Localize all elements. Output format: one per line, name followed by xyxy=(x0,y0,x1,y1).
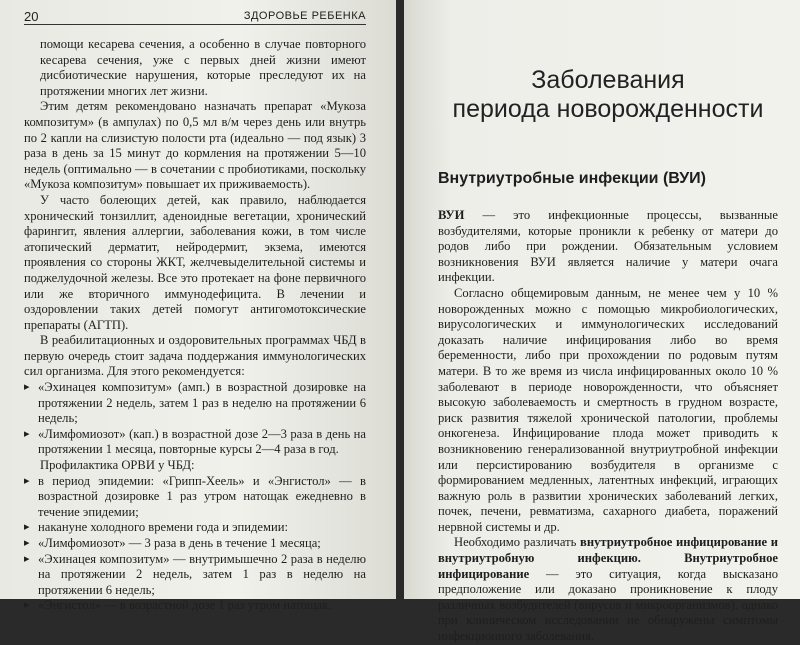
section-title: Внутриутробные инфекции (ВУИ) xyxy=(438,170,706,187)
prophylaxis-heading: Профилактика ОРВИ у ЧБД: xyxy=(40,458,195,473)
term-vui: ВУИ xyxy=(438,208,465,222)
running-header xyxy=(24,2,366,25)
paragraph xyxy=(438,535,778,644)
paragraph-text: Необходимо различать xyxy=(454,535,581,550)
left-page xyxy=(0,0,396,613)
right-page xyxy=(404,0,800,644)
book-title: ЗДОРОВЬЕ РЕБЕНКА xyxy=(243,10,366,22)
term-bold: Внутриутробное инфицирование xyxy=(438,551,778,581)
chapter-title-line: периода новорожденности xyxy=(452,95,764,123)
bullet-item: ▸ «Эхинацея композитум» — внутримышечно 2 раза в неделю на протяжении 2 недель, затем 1 раз в неделю на протяжении 6 недель; xyxy=(24,552,366,599)
bullet-item: ▸ «Лимфомиозот» (кап.) в возрастной дозе 2—3 раза в день на протяжении 1 месяца, повторные курсы 2—4 раза в год. xyxy=(24,427,366,458)
chapter-title xyxy=(438,66,778,124)
paragraph-text: — это ситуация, когда высказано предположение или доказано проникновение к плоду различных возбудителей (вирусов и микроорганизмов), однако при клиническом исследовании не обнаружены симптомы инфекционного заболевания. xyxy=(438,566,778,644)
chapter-title-line: Заболевания xyxy=(531,66,685,94)
paragraph: В реабилитационных и оздоровительных программах ЧБД в первую очередь стоит задача поддержания иммунологических сил организма. Для этого рекомендуется: xyxy=(24,333,366,379)
bullet-item: ▸ «Эхинацея композитум» (амп.) в возрастной дозировке на протяжении 2 недель, затем 1 раз в неделю на протяжении 6 недель; xyxy=(24,380,366,427)
page-number: 20 xyxy=(24,9,39,24)
term-bold: внутриутробное инфицирование и внутриутробную инфекцию. xyxy=(438,535,778,566)
left-body-text xyxy=(24,37,366,614)
bullet-item: ▸ накануне холодного времени года и эпидемии: xyxy=(24,520,366,536)
paragraph: У часто болеющих детей, как правило, наблюдается хронический тонзиллит, аденоидные вегетации, хронический фарингит, явления аллергии, заболевания кожи, в том числе атопический дерматит, нейродермит, экзема, имеются проявления со стороны ЖКТ, желчевыделительной системы и поджелудочной железы. Все это протекает на фоне первичного или же вторичного иммунодефицита. В лечении и оздоровлении таких детей помогут антигомотоксические препараты (АГТП). xyxy=(24,192,366,332)
bullet-item: ▸ в период эпидемии: «Грипп-Хеель» и «Энгистол» — в возрастной дозировке 1 раз утром натощак ежедневно в течение эпидемии; xyxy=(24,474,366,521)
paragraph-text: — это инфекционные процессы, вызванные возбудителями, которые проникли к ребенку от матери до родов либо при рождении. Обязательным условием возникновения ВУИ является наличие у матери очага инфекции. xyxy=(438,208,778,285)
space xyxy=(641,551,684,565)
paragraph: Этим детям рекомендовано назначать препарат «Мукоза композитум» (в ампулах) по 0,5 мл в/м через день или внутрь по 2 капли на слизистую полости рта (идеально — под язык) 3 раза в день за 15 минут до кормления на протяжении 5—10 недель (оптимально — в сочетании с пробиотиками, поскольку «Мукоза композитум» повышает их приживаемость). xyxy=(24,99,366,192)
bullet-item: ▸ «Энгистол» — в возрастной дозе 1 раз утром натощак. xyxy=(24,598,366,614)
paragraph: Согласно общемировым данным, не менее чем у 10 % новорожденных можно с помощью микробиологических, вирусологических и иммунологических исследований доказать наличие инфицирования либо во время беременности, либо при прохождении по родовым путям матери. В то же время из числа инфицированных около 10 % заболевают в периоде новорожденности, что объясняет высокую заболеваемость и смертность в грудном возрасте, риск развития тяжелой хронической патологии, проблемы онкогенеза. Инфицирование плода может приводить к возникновению генерализованной внутриутробной инфекции или персистированию возбудителя в организме с формированием медленных, латентных инфекций, играющих важную роль в развитии хронических заболеваний легких, почек, печени, ревматизма, сахарного диабета, поражений нервной системы и др. xyxy=(438,285,778,534)
paragraph xyxy=(438,208,778,286)
bullet-item: ▸ «Лимфомиозот» — 3 раза в день в течение 1 месяца; xyxy=(24,536,366,552)
paragraph: помощи кесарева сечения, а особенно в случае повторного кесарева сечения, уже с первых дней жизни имеют дисбиотические нарушения, которые преследуют их на протяжении многих лет жизни. xyxy=(40,37,366,98)
